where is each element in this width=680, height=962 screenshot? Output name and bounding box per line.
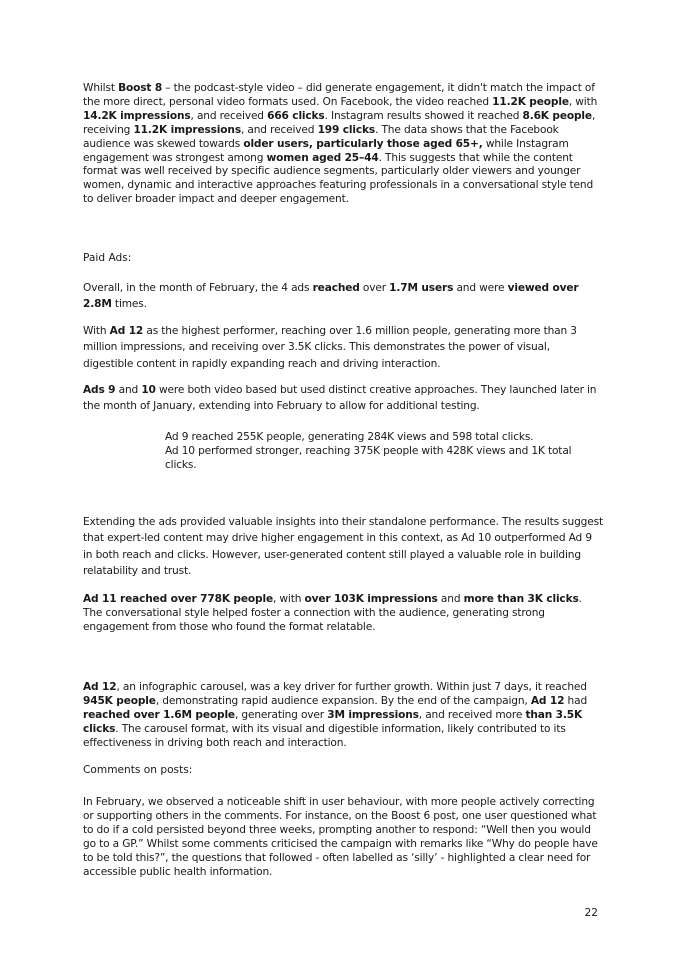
text-run: had (564, 694, 588, 707)
paragraph-overall (83, 280, 603, 313)
paragraph-boost8 (83, 82, 603, 207)
paragraph-ads-9-10 (83, 382, 603, 415)
bold-text-run: 10 (141, 384, 156, 396)
text-run: Ad 10 performed stronger, reaching 375K people with 428K views and 1K total clicks. (165, 444, 572, 471)
page-number: 22 (584, 907, 598, 919)
text-run: , with (272, 593, 305, 605)
bold-text-run: over 103K impressions (304, 593, 438, 605)
text-run: , demonstrating rapid audience expansion. By the end of the campaign, (155, 694, 531, 707)
text-run: – the podcast-style video – did generate engagement, it didn't match the impact of the more direct, personal video formats used. On Facebook, the video reached (83, 82, 595, 108)
bold-text-run: more than 3K clicks (463, 593, 579, 605)
bold-text-run: Ad 12 (530, 694, 565, 707)
bold-text-run: older users, particularly those aged 65+, (243, 137, 483, 150)
paragraph-ad12-highest (83, 323, 603, 372)
bold-text-run: 945K people (83, 694, 156, 707)
text-run: . The carousel format, with its visual and digestible information, likely contributed to its effectiveness in driving both reach and interaction. (83, 722, 566, 749)
bold-text-run: Ad 12 (109, 325, 144, 337)
text-run: and were (453, 282, 508, 294)
bold-text-run: Ad 12 (83, 681, 117, 693)
text-run: times. (111, 298, 147, 311)
paragraph-ad11 (83, 593, 603, 635)
text-run: , receiving (83, 109, 596, 136)
text-run: , and received (240, 123, 318, 136)
bold-text-run: 8.6K people (522, 109, 592, 122)
text-run: and (115, 384, 142, 396)
bold-text-run: reached over 1.6M people (83, 708, 235, 721)
paragraph-ad12 (83, 681, 603, 751)
text-run: With (83, 325, 110, 337)
text-run: as the highest performer, reaching over 1.6 million people, generating more than 3 million impressions, and receiving over 3.5K clicks. This demonstrates the power of visual, digestible content in rapidly expanding reach and driving interaction. (83, 325, 577, 370)
bold-text-run: Ad 11 reached over 778K people (83, 593, 273, 605)
text-run: Overall, in the month of February, the 4 ads (83, 282, 313, 294)
bold-text-run: viewed over 2.8M (83, 282, 579, 311)
text-run: over (359, 282, 390, 294)
text-run: Extending the ads provided valuable insights into their standalone performance. The results suggest that expert-led content may drive higher engagement in this context, as Ad 10 outperformed Ad 9 in both reach and clicks. However, user-generated content still played a valuable role in building relatability and trust. (83, 516, 603, 578)
text-run: Whilst (83, 82, 119, 94)
text-run: , and received more (418, 708, 526, 721)
paragraph-february-comments (83, 796, 603, 879)
text-run: and (437, 593, 464, 605)
text-run: , and received (190, 109, 268, 122)
bold-text-run: 11.2K impressions (133, 123, 241, 136)
text-run: , with (568, 95, 598, 108)
text-run: were both video based but used distinct creative approaches. They launched later in the month of January, extending into February to allow for additional testing. (83, 384, 597, 413)
bold-text-run: 14.2K impressions (83, 109, 191, 122)
text-run: . This suggests that while the content format was well received by specific audience segments, particularly older viewers and younger women, dynamic and interactive approaches featuring professionals in a conversational style tend to deliver broader impact and deeper engagement. (83, 151, 594, 206)
bold-text-run: reached (312, 282, 360, 294)
indented-ad-results (165, 431, 605, 473)
bold-text-run: women aged 25–44 (266, 151, 379, 164)
text-run: Ad 9 reached 255K people, generating 284K views and 598 total clicks. (165, 431, 534, 443)
bold-text-run: 3M impressions (327, 708, 419, 721)
paragraph-extending (83, 514, 603, 580)
heading-comments: Comments on posts: (83, 764, 193, 776)
text-run: while Instagram engagement was strongest among (83, 137, 569, 164)
bold-text-run: Ads 9 (83, 384, 116, 396)
text-run: . Instagram results showed it reached (324, 109, 523, 122)
text-run: . The data shows that the Facebook audience was skewed towards (83, 123, 559, 150)
heading-paid-ads: Paid Ads: (83, 252, 132, 264)
text-run: , an infographic carousel, was a key driver for further growth. Within just 7 days, it reached (116, 681, 587, 693)
bold-text-run: 1.7M users (389, 282, 454, 294)
bold-text-run: 666 clicks (267, 109, 325, 122)
text-run: , generating over (234, 708, 328, 721)
text-run: In February, we observed a noticeable shift in user behaviour, with more people actively correcting or supporting others in the comments. For instance, on the Boost 6 post, one user questioned what to do if a cold persisted beyond three weeks, prompting another to respond: “Well then you would go to a GP.” Whilst some comments criticised the campaign with remarks like “Why do people have to be told this?”, the questions that followed - often labelled as ‘silly’ - highlighted a clear need for accessible public health information. (83, 796, 598, 878)
bold-text-run: 11.2K people (492, 95, 569, 108)
bold-text-run: than 3.5K clicks (83, 708, 583, 735)
text-run: . The conversational style helped foster a connection with the audience, generating strong engagement from those who found the format relatable. (83, 593, 582, 633)
bold-text-run: Boost 8 (118, 82, 163, 94)
bold-text-run: 199 clicks (317, 123, 376, 136)
